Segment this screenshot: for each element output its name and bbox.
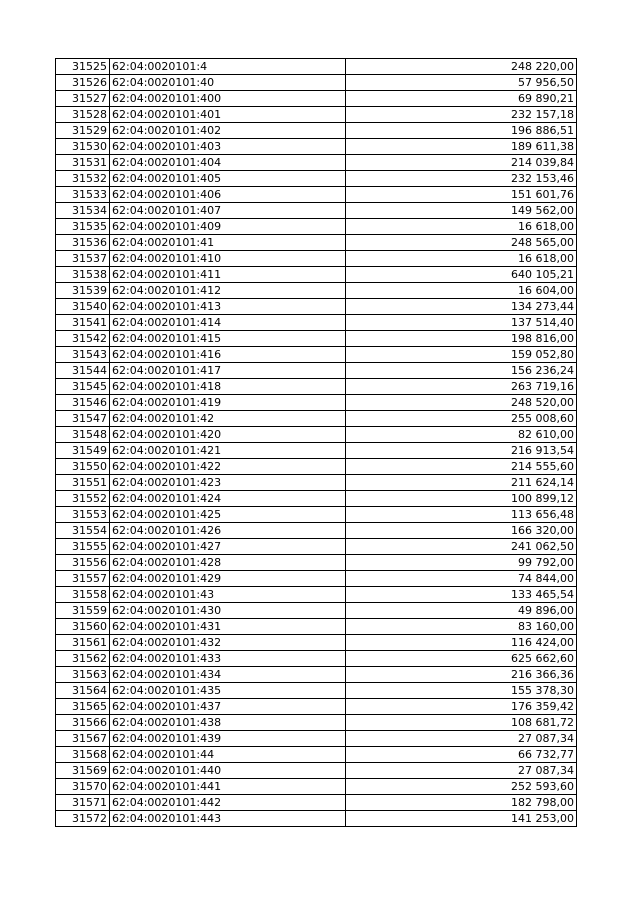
row-number-cell: 31531 (56, 155, 110, 171)
cadastral-value-cell: 27 087,34 (346, 763, 577, 779)
row-number-cell: 31554 (56, 523, 110, 539)
cadastral-number-cell: 62:04:0020101:43 (110, 587, 346, 603)
cadastral-number-cell: 62:04:0020101:439 (110, 731, 346, 747)
row-number-cell: 31572 (56, 811, 110, 827)
cadastral-value-cell: 232 157,18 (346, 107, 577, 123)
row-number-cell: 31545 (56, 379, 110, 395)
cadastral-value-cell: 216 366,36 (346, 667, 577, 683)
cadastral-value-cell: 214 039,84 (346, 155, 577, 171)
cadastral-number-cell: 62:04:0020101:40 (110, 75, 346, 91)
cadastral-value-cell: 137 514,40 (346, 315, 577, 331)
cadastral-number-cell: 62:04:0020101:431 (110, 619, 346, 635)
cadastral-value-cell: 149 562,00 (346, 203, 577, 219)
table-row (56, 539, 577, 555)
table-row (56, 523, 577, 539)
cadastral-number-cell: 62:04:0020101:41 (110, 235, 346, 251)
cadastral-value-cell: 74 844,00 (346, 571, 577, 587)
cadastral-number-cell: 62:04:0020101:417 (110, 363, 346, 379)
cadastral-number-cell: 62:04:0020101:4 (110, 59, 346, 75)
cadastral-number-cell: 62:04:0020101:433 (110, 651, 346, 667)
cadastral-value-cell: 16 618,00 (346, 251, 577, 267)
row-number-cell: 31555 (56, 539, 110, 555)
table-row (56, 251, 577, 267)
table-row (56, 555, 577, 571)
table-row (56, 587, 577, 603)
table-row (56, 779, 577, 795)
cadastral-value-cell: 625 662,60 (346, 651, 577, 667)
cadastral-number-cell: 62:04:0020101:405 (110, 171, 346, 187)
row-number-cell: 31541 (56, 315, 110, 331)
cadastral-value-cell: 248 220,00 (346, 59, 577, 75)
cadastral-value-cell: 232 153,46 (346, 171, 577, 187)
cadastral-number-cell: 62:04:0020101:402 (110, 123, 346, 139)
table-row (56, 123, 577, 139)
cadastral-value-cell: 99 792,00 (346, 555, 577, 571)
cadastral-value-cell: 141 253,00 (346, 811, 577, 827)
table-row (56, 171, 577, 187)
row-number-cell: 31548 (56, 427, 110, 443)
row-number-cell: 31526 (56, 75, 110, 91)
table-row (56, 811, 577, 827)
cadastral-value-cell: 216 913,54 (346, 443, 577, 459)
cadastral-number-cell: 62:04:0020101:432 (110, 635, 346, 651)
row-number-cell: 31558 (56, 587, 110, 603)
cadastral-value-cell: 196 886,51 (346, 123, 577, 139)
cadastral-number-cell: 62:04:0020101:42 (110, 411, 346, 427)
cadastral-value-cell: 155 378,30 (346, 683, 577, 699)
table-row (56, 651, 577, 667)
table-row (56, 443, 577, 459)
table-row (56, 427, 577, 443)
row-number-cell: 31560 (56, 619, 110, 635)
table-row (56, 667, 577, 683)
cadastral-number-cell: 62:04:0020101:419 (110, 395, 346, 411)
table-row (56, 507, 577, 523)
row-number-cell: 31564 (56, 683, 110, 699)
table-row (56, 491, 577, 507)
cadastral-number-cell: 62:04:0020101:426 (110, 523, 346, 539)
row-number-cell: 31557 (56, 571, 110, 587)
cadastral-number-cell: 62:04:0020101:438 (110, 715, 346, 731)
cadastral-number-cell: 62:04:0020101:427 (110, 539, 346, 555)
table-row (56, 107, 577, 123)
cadastral-value-cell: 166 320,00 (346, 523, 577, 539)
cadastral-value-cell: 134 273,44 (346, 299, 577, 315)
cadastral-value-cell: 57 956,50 (346, 75, 577, 91)
cadastral-number-cell: 62:04:0020101:409 (110, 219, 346, 235)
row-number-cell: 31551 (56, 475, 110, 491)
cadastral-value-cell: 82 610,00 (346, 427, 577, 443)
row-number-cell: 31553 (56, 507, 110, 523)
cadastral-value-cell: 189 611,38 (346, 139, 577, 155)
cadastral-value-cell: 133 465,54 (346, 587, 577, 603)
cadastral-number-cell: 62:04:0020101:407 (110, 203, 346, 219)
row-number-cell: 31527 (56, 91, 110, 107)
cadastral-number-cell: 62:04:0020101:400 (110, 91, 346, 107)
cadastral-value-cell: 255 008,60 (346, 411, 577, 427)
table-row (56, 347, 577, 363)
table-body (56, 59, 577, 827)
cadastral-value-cell: 49 896,00 (346, 603, 577, 619)
cadastral-value-table (55, 58, 577, 827)
cadastral-number-cell: 62:04:0020101:435 (110, 683, 346, 699)
table-row (56, 395, 577, 411)
row-number-cell: 31539 (56, 283, 110, 299)
row-number-cell: 31562 (56, 651, 110, 667)
cadastral-number-cell: 62:04:0020101:428 (110, 555, 346, 571)
cadastral-number-cell: 62:04:0020101:44 (110, 747, 346, 763)
row-number-cell: 31532 (56, 171, 110, 187)
cadastral-value-cell: 214 555,60 (346, 459, 577, 475)
cadastral-number-cell: 62:04:0020101:421 (110, 443, 346, 459)
table-row (56, 475, 577, 491)
table-row (56, 75, 577, 91)
row-number-cell: 31538 (56, 267, 110, 283)
row-number-cell: 31533 (56, 187, 110, 203)
row-number-cell: 31569 (56, 763, 110, 779)
cadastral-number-cell: 62:04:0020101:441 (110, 779, 346, 795)
cadastral-value-cell: 16 618,00 (346, 219, 577, 235)
cadastral-number-cell: 62:04:0020101:430 (110, 603, 346, 619)
table-row (56, 619, 577, 635)
row-number-cell: 31530 (56, 139, 110, 155)
table-row (56, 155, 577, 171)
table-row (56, 315, 577, 331)
cadastral-number-cell: 62:04:0020101:411 (110, 267, 346, 283)
cadastral-number-cell: 62:04:0020101:442 (110, 795, 346, 811)
row-number-cell: 31556 (56, 555, 110, 571)
cadastral-value-cell: 159 052,80 (346, 347, 577, 363)
table-row (56, 683, 577, 699)
row-number-cell: 31552 (56, 491, 110, 507)
cadastral-number-cell: 62:04:0020101:413 (110, 299, 346, 315)
cadastral-value-cell: 83 160,00 (346, 619, 577, 635)
cadastral-number-cell: 62:04:0020101:424 (110, 491, 346, 507)
cadastral-number-cell: 62:04:0020101:414 (110, 315, 346, 331)
row-number-cell: 31543 (56, 347, 110, 363)
cadastral-number-cell: 62:04:0020101:423 (110, 475, 346, 491)
table-row (56, 763, 577, 779)
row-number-cell: 31534 (56, 203, 110, 219)
cadastral-number-cell: 62:04:0020101:422 (110, 459, 346, 475)
row-number-cell: 31571 (56, 795, 110, 811)
cadastral-number-cell: 62:04:0020101:418 (110, 379, 346, 395)
row-number-cell: 31536 (56, 235, 110, 251)
table-row (56, 699, 577, 715)
cadastral-number-cell: 62:04:0020101:401 (110, 107, 346, 123)
row-number-cell: 31544 (56, 363, 110, 379)
row-number-cell: 31537 (56, 251, 110, 267)
cadastral-value-cell: 248 520,00 (346, 395, 577, 411)
row-number-cell: 31547 (56, 411, 110, 427)
table-row (56, 91, 577, 107)
table-row (56, 747, 577, 763)
table-row (56, 187, 577, 203)
table-row (56, 235, 577, 251)
table-row (56, 603, 577, 619)
row-number-cell: 31540 (56, 299, 110, 315)
table-row (56, 203, 577, 219)
table-row (56, 795, 577, 811)
cadastral-value-cell: 27 087,34 (346, 731, 577, 747)
cadastral-number-cell: 62:04:0020101:406 (110, 187, 346, 203)
cadastral-number-cell: 62:04:0020101:404 (110, 155, 346, 171)
table-row (56, 635, 577, 651)
row-number-cell: 31550 (56, 459, 110, 475)
row-number-cell: 31549 (56, 443, 110, 459)
table-row (56, 731, 577, 747)
row-number-cell: 31563 (56, 667, 110, 683)
cadastral-value-cell: 113 656,48 (346, 507, 577, 523)
cadastral-value-cell: 176 359,42 (346, 699, 577, 715)
cadastral-value-cell: 156 236,24 (346, 363, 577, 379)
cadastral-number-cell: 62:04:0020101:425 (110, 507, 346, 523)
cadastral-number-cell: 62:04:0020101:415 (110, 331, 346, 347)
table-row (56, 459, 577, 475)
cadastral-value-cell: 640 105,21 (346, 267, 577, 283)
cadastral-value-cell: 248 565,00 (346, 235, 577, 251)
row-number-cell: 31529 (56, 123, 110, 139)
cadastral-number-cell: 62:04:0020101:416 (110, 347, 346, 363)
row-number-cell: 31542 (56, 331, 110, 347)
table-row (56, 331, 577, 347)
cadastral-number-cell: 62:04:0020101:403 (110, 139, 346, 155)
cadastral-value-cell: 198 816,00 (346, 331, 577, 347)
cadastral-value-cell: 241 062,50 (346, 539, 577, 555)
cadastral-number-cell: 62:04:0020101:429 (110, 571, 346, 587)
table-row (56, 59, 577, 75)
cadastral-number-cell: 62:04:0020101:420 (110, 427, 346, 443)
table-row (56, 267, 577, 283)
cadastral-value-cell: 151 601,76 (346, 187, 577, 203)
row-number-cell: 31565 (56, 699, 110, 715)
table-row (56, 283, 577, 299)
cadastral-value-cell: 263 719,16 (346, 379, 577, 395)
cadastral-number-cell: 62:04:0020101:443 (110, 811, 346, 827)
table-row (56, 219, 577, 235)
cadastral-value-cell: 211 624,14 (346, 475, 577, 491)
cadastral-number-cell: 62:04:0020101:412 (110, 283, 346, 299)
row-number-cell: 31568 (56, 747, 110, 763)
row-number-cell: 31525 (56, 59, 110, 75)
row-number-cell: 31528 (56, 107, 110, 123)
cadastral-number-cell: 62:04:0020101:410 (110, 251, 346, 267)
row-number-cell: 31567 (56, 731, 110, 747)
table-row (56, 299, 577, 315)
row-number-cell: 31535 (56, 219, 110, 235)
row-number-cell: 31570 (56, 779, 110, 795)
cadastral-number-cell: 62:04:0020101:437 (110, 699, 346, 715)
cadastral-number-cell: 62:04:0020101:440 (110, 763, 346, 779)
cadastral-value-cell: 69 890,21 (346, 91, 577, 107)
cadastral-value-cell: 116 424,00 (346, 635, 577, 651)
table-row (56, 379, 577, 395)
row-number-cell: 31561 (56, 635, 110, 651)
row-number-cell: 31559 (56, 603, 110, 619)
table-row (56, 363, 577, 379)
cadastral-value-cell: 100 899,12 (346, 491, 577, 507)
row-number-cell: 31546 (56, 395, 110, 411)
table-row (56, 411, 577, 427)
cadastral-value-cell: 16 604,00 (346, 283, 577, 299)
table-row (56, 139, 577, 155)
cadastral-number-cell: 62:04:0020101:434 (110, 667, 346, 683)
row-number-cell: 31566 (56, 715, 110, 731)
cadastral-value-cell: 108 681,72 (346, 715, 577, 731)
table-row (56, 715, 577, 731)
cadastral-value-cell: 252 593,60 (346, 779, 577, 795)
cadastral-value-cell: 66 732,77 (346, 747, 577, 763)
cadastral-value-cell: 182 798,00 (346, 795, 577, 811)
table-row (56, 571, 577, 587)
